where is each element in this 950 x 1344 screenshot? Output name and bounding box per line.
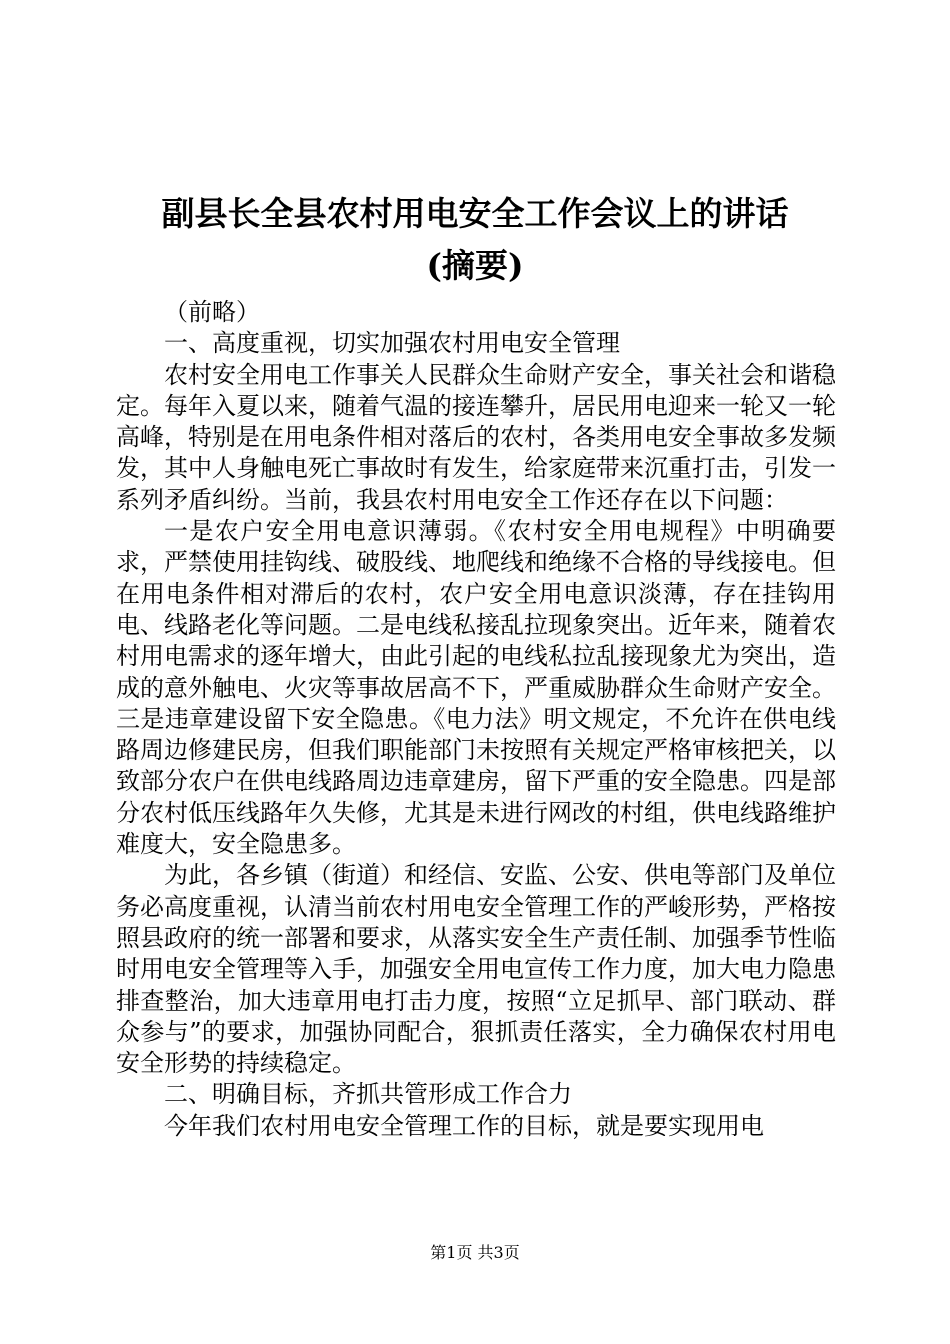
document-title: 副县长全县农村用电安全工作会议上的讲话	[161, 194, 789, 233]
document-body	[116, 297, 836, 1142]
document-subtitle: (摘要)	[426, 246, 524, 285]
paragraph: 今年我们农村用电安全管理工作的目标，就是要实现用电	[164, 1111, 764, 1140]
section-heading-2: 二、明确目标，齐抓共管形成工作合力	[164, 1080, 572, 1109]
page-footer: 第1页 共3页	[430, 1243, 520, 1262]
paragraph: 一是农户安全用电意识薄弱。《农村安全用电规程》中明确要求，严禁使用挂钩线、破股线、地爬线和绝缘不合格的导线接电。但在用电条件相对滞后的农村，农户安全用电意识淡薄，存在挂钩用电、线路老化等问题。二是电线私接乱拉现象突出。近年来，随着农村用电需求的逐年增大，由此引起的电线私拉乱接现象尤为突出，造成的意外触电、火灾等事故居高不下，严重威胁群众生命财产安全。三是违章建设留下安全隐患。《电力法》明文规定，不允许在供电线路周边修建民房，但我们职能部门未按照有关规定严格审核把关，以致部分农户在供电线路周边违章建房，留下严重的安全隐患。四是部分农村低压线路年久失修，尤其是未进行网改的村组，供电线路维护难度大，安全隐患多。	[116, 517, 836, 859]
section-heading-1: 一、高度重视，切实加强农村用电安全管理	[164, 329, 620, 358]
paragraph: 为此，各乡镇（街道）和经信、安监、公安、供电等部门及单位务必高度重视，认清当前农村用电安全管理工作的严峻形势，严格按照县政府的统一部署和要求，从落实安全生产责任制、加强季节性临时用电安全管理等入手，加强安全用电宣传工作力度，加大电力隐患排查整治，加大违章用电打击力度，按照“立足抓早、部门联动、群众参与”的要求，加强协同配合，狠抓责任落实，全力确保农村用电安全形势的持续稳定。	[116, 861, 836, 1078]
paragraph-preface: （前略）	[164, 298, 260, 326]
paragraph: 农村安全用电工作事关人民群众生命财产安全，事关社会和谐稳定。每年入夏以来，随着气温的接连攀升，居民用电迎来一轮又一轮高峰，特别是在用电条件相对落后的农村，各类用电安全事故多发频发，其中人身触电死亡事故时有发生，给家庭带来沉重打击，引发一系列矛盾纠纷。当前，我县农村用电安全工作还存在以下问题：	[116, 360, 836, 514]
